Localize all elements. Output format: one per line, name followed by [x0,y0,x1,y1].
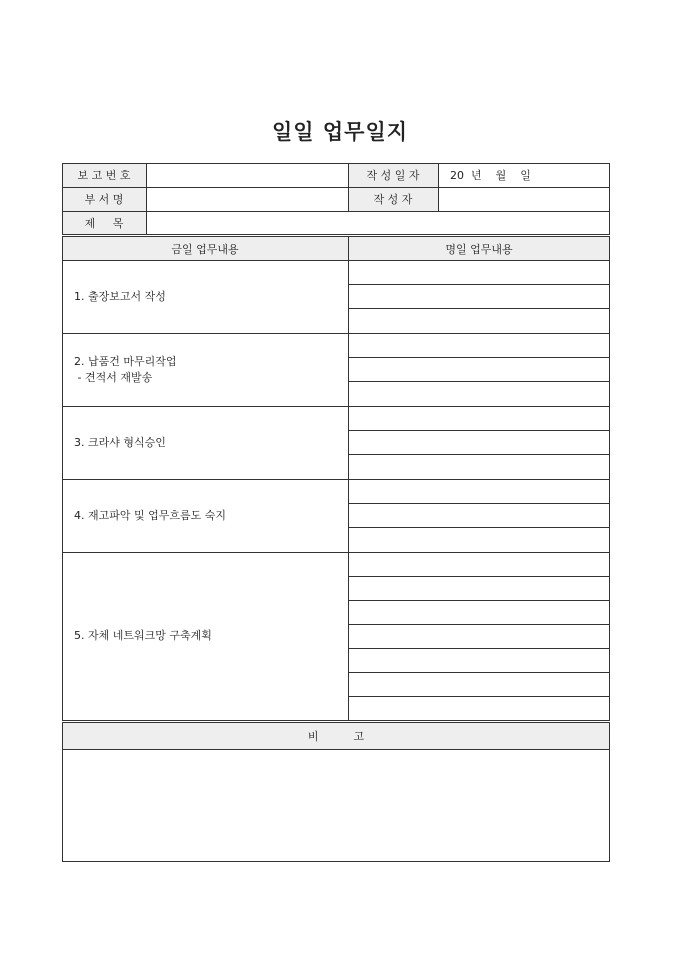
grid-line [609,237,610,720]
grid-line [348,357,610,358]
task-item[interactable] [62,333,348,406]
grid-line [62,163,610,164]
dept-label: 부 서 명 [62,187,146,211]
grid-line [62,237,63,720]
task-text: 1. 출장보고서 작성 [74,289,166,303]
task-item[interactable] [62,260,348,333]
grid-line [62,749,610,750]
grid-line [146,163,147,235]
grid-line [62,406,610,407]
task-text: 3. 크라샤 형식승인 [74,435,166,449]
grid-line [62,187,610,188]
subject-field[interactable] [146,211,610,234]
grid-line [348,624,610,625]
tomorrow-cell[interactable] [348,406,610,430]
grid-line [348,284,610,285]
grid-line [62,211,610,212]
writer-label: 작 성 자 [348,187,438,211]
tomorrow-cell[interactable] [348,430,610,454]
tomorrow-cell[interactable] [348,284,610,308]
page-title: 일일 업무일지 [271,120,409,144]
tomorrow-cell[interactable] [348,381,610,406]
grid-line [62,260,610,261]
tomorrow-cell[interactable] [348,648,610,672]
tomorrow-cell[interactable] [348,600,610,624]
grid-line [62,333,610,334]
dept-field[interactable] [146,187,348,211]
grid-line [609,163,610,235]
tomorrow-cell[interactable] [348,672,610,696]
tomorrow-cell[interactable] [348,454,610,479]
remarks-label: 비 고 [62,723,610,749]
grid-line [348,696,610,697]
write-date-field[interactable]: 20 년 월 일 [450,169,531,182]
grid-line [348,600,610,601]
grid-line [348,672,610,673]
writer-field[interactable] [438,187,610,211]
grid-line [348,576,610,577]
subject-label: 제 목 [62,211,146,234]
grid-line [62,552,610,553]
tomorrow-cell[interactable] [348,503,610,527]
task-item[interactable] [62,552,348,720]
grid-line [62,163,63,235]
today-column-header: 금일 업무내용 [62,237,348,260]
tomorrow-cell[interactable] [348,576,610,600]
grid-line [62,861,610,862]
task-item[interactable] [62,479,348,552]
grid-line [348,527,610,528]
grid-line [348,381,610,382]
task-text: 4. 재고파악 및 업무흐름도 숙지 [74,508,226,522]
task-subtext: - 견적서 재발송 [74,370,153,384]
task-item[interactable] [62,406,348,479]
grid-line [348,430,610,431]
tomorrow-cell[interactable] [348,357,610,381]
grid-line [348,308,610,309]
write-date-label: 작 성 일 자 [348,163,438,187]
tomorrow-cell[interactable] [348,527,610,552]
task-text: 2. 납품건 마무리작업 [74,354,177,368]
grid-line [609,723,610,862]
tomorrow-cell[interactable] [348,333,610,357]
grid-line [348,503,610,504]
remarks-content[interactable] [62,749,610,861]
grid-line [62,723,63,862]
tomorrow-cell[interactable] [348,552,610,576]
task-text: 5. 자체 네트워크망 구축계획 [74,629,212,642]
grid-line [348,237,349,720]
grid-line [62,479,610,480]
tomorrow-cell[interactable] [348,696,610,720]
report-no-label: 보 고 번 호 [62,163,146,187]
grid-line [348,454,610,455]
grid-line [348,648,610,649]
grid-line [348,163,349,211]
report-no-field[interactable] [146,163,348,187]
tomorrow-cell[interactable] [348,308,610,333]
tomorrow-column-header: 명일 업무내용 [348,237,610,260]
tomorrow-cell[interactable] [348,479,610,503]
tomorrow-cell[interactable] [348,260,610,284]
tomorrow-cell[interactable] [348,624,610,648]
grid-line [438,163,439,211]
